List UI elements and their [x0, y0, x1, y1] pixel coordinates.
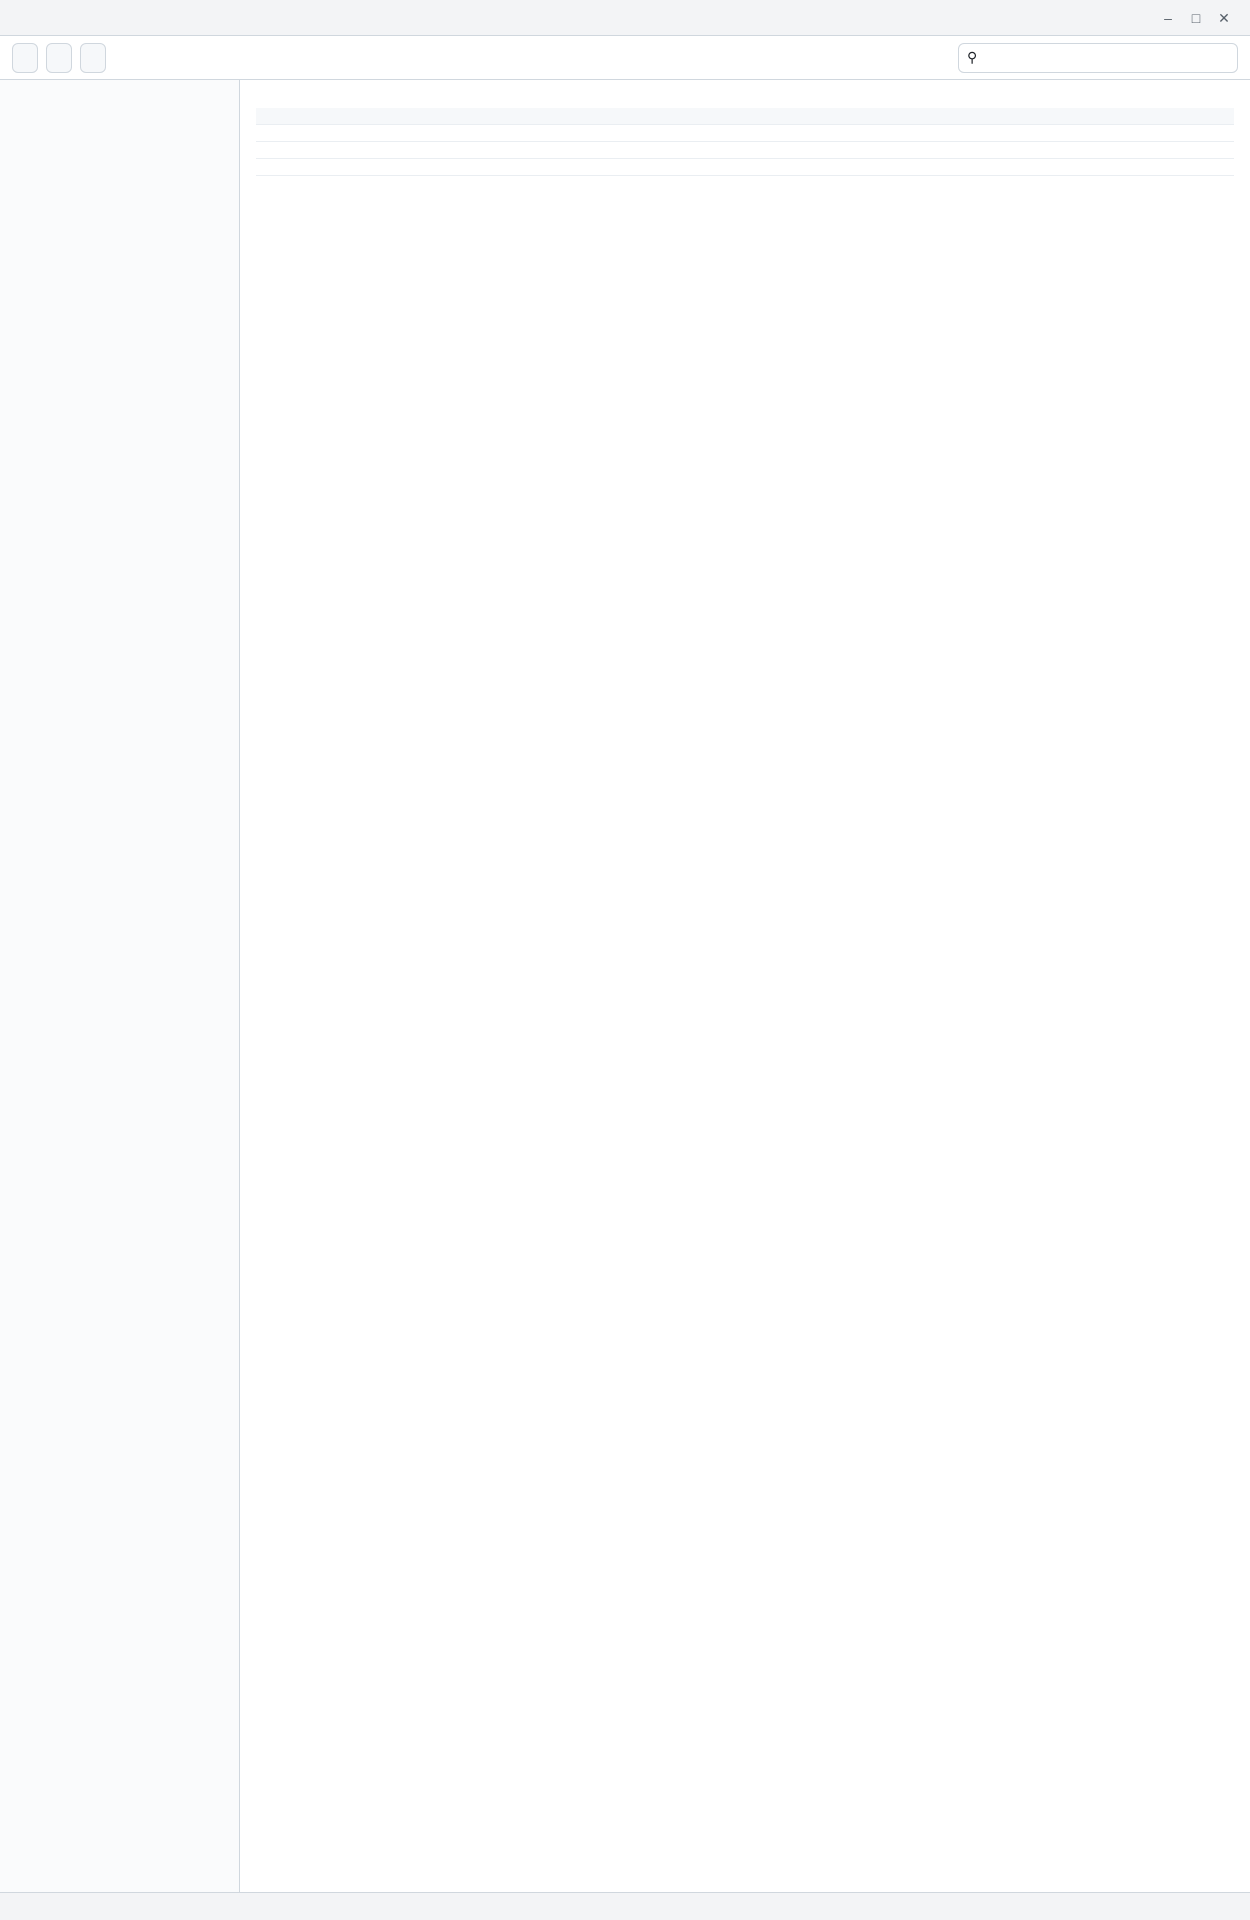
toolbar-button-1[interactable]	[12, 43, 38, 73]
table-cell	[908, 125, 1234, 142]
table-cell	[256, 159, 582, 176]
table-row[interactable]	[256, 125, 1234, 142]
search-icon: ⚲	[967, 49, 978, 65]
title-bar	[0, 0, 1250, 36]
column-header[interactable]	[256, 108, 582, 125]
main-panel	[240, 80, 1250, 1892]
table-cell	[256, 142, 582, 159]
minimize-icon[interactable]: –	[1164, 9, 1172, 26]
toolbar-button-3[interactable]	[80, 43, 106, 73]
table-header-row	[256, 108, 1234, 125]
sidebar-item-2[interactable]	[8, 104, 231, 120]
toolbar-button-2[interactable]	[46, 43, 72, 73]
sidebar-item-3[interactable]	[8, 120, 231, 136]
search-box	[958, 43, 1238, 73]
maximize-icon[interactable]: □	[1191, 9, 1201, 26]
sidebar	[0, 80, 240, 1892]
toolbar	[0, 36, 1250, 80]
search-input[interactable]	[983, 50, 1229, 66]
table-cell	[908, 142, 1234, 159]
table-cell	[582, 159, 908, 176]
table-cell	[256, 125, 582, 142]
sidebar-item-1[interactable]	[8, 88, 231, 104]
table-row[interactable]	[256, 142, 1234, 159]
data-table	[256, 108, 1234, 176]
column-header[interactable]	[582, 108, 908, 125]
table-cell	[582, 125, 908, 142]
table-cell	[582, 142, 908, 159]
status-bar	[0, 1892, 1250, 1920]
table-row[interactable]	[256, 159, 1234, 176]
column-header[interactable]	[908, 108, 1234, 125]
table-cell	[908, 159, 1234, 176]
content-area	[0, 80, 1250, 1892]
close-icon[interactable]: ✕	[1218, 9, 1230, 26]
sidebar-item-4[interactable]	[8, 136, 231, 152]
